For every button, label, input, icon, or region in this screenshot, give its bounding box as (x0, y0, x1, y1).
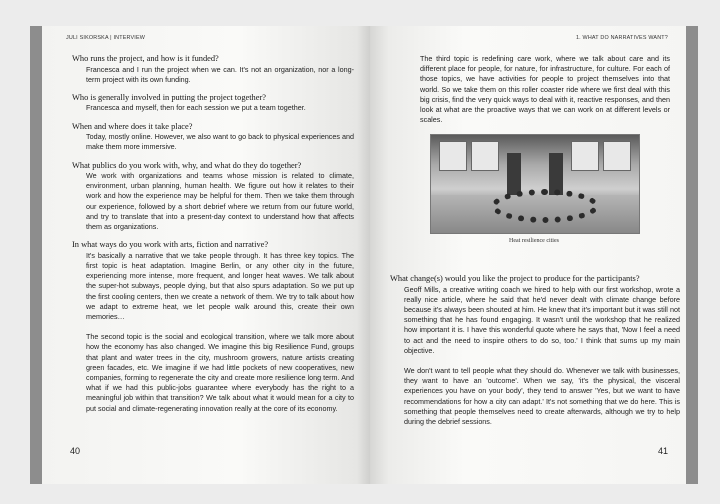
running-head-left: JULI SIKORSKA | INTERVIEW (66, 35, 146, 41)
right-page (370, 26, 686, 484)
answer-6-continued: We don't want to tell people what they should do. Whenever we talk with businesses, they want to have an 'outcome'. When we say, 'it's the physical, the visceral experiences you have on your body', they tend to answer 'Yes, but we want to have recommendations for how a city can adapt.' It's not something that we do here. This is something that people themselves need to create afterwards, although we try to help during the debrief sessions. (404, 365, 680, 426)
answer-1: Francesca and I run the project when we can. It's not an organization, nor a long-term project with its own funding. (86, 64, 354, 84)
question-5: In what ways do you work with arts, fiction and narrative? (72, 240, 269, 250)
workshop-photo (430, 134, 640, 234)
window-shape (439, 141, 467, 171)
answer-2: Francesca and myself, then for each session we put a team together. (86, 103, 306, 113)
photo-caption: Heat resilience cities (509, 238, 559, 245)
book-spread (30, 26, 698, 484)
right-column (420, 54, 670, 250)
running-head-right: 1. WHAT DO NARRATIVES WANT? (575, 35, 668, 41)
question-6: What change(s) would you like the project to produce for the participants? (390, 274, 640, 283)
right-question-block (390, 274, 680, 435)
answer-3: Today, mostly online. However, we also want to go back to physical experiences and make them more immersive. (86, 132, 354, 152)
answer-5: It's basically a narrative that we take people through. It has three key topics. The first topic is heat adaptation. Imagine Berlin, or any other city in the future, experiencing more intense, more frequent, and longer heat waves. We talk about the super-hot subways, people dying, but that also spurs adaptation. So we put up the first cooling centers, then we create a network of them. We try to talk about how we adapt to extreme heat, we let people walk around this, create their own memories… (86, 250, 354, 321)
answer-6: Geoff Mills, a creative writing coach we hired to help with our first workshop, wrote a really nice article, where he said that he'd never dealt with climate change before because it's always been shouted at him. He knew that it's important but it was still not something that he has found engaging. It wasn't until the workshop that he realized how important it is. I have this wonderful quote where he says that, 'Now I feel a need to act and the need to inspire others to do so, too.' I think that sums up my main objective. (404, 284, 680, 355)
page-number-right: 41 (657, 446, 668, 456)
left-column (72, 54, 354, 422)
answer-4: We work with organizations and teams whose mission is related to climate, environment, urban planning, human health. We figure out how it relates to their work and how the experience may be helpful for them. Then we take them through our experience, followed by a short debrief where we return from our future world, and try to translate that into a present-day context to understand how that affects them as organizations. (86, 171, 354, 232)
question-4: What publics do you work with, why, and what do they do together? (72, 160, 302, 170)
question-1: Who runs the project, and how is it funded? (72, 54, 219, 63)
intro-paragraph: The third topic is redefining care work, where we talk about care and its different place for people, for nature, for infrastructure, for culture. For each of those topics, we have activities for people to project themselves into that world. So we take them on this roller coaster ride where we first deal with this big crisis, find the very quick ways to deal with it, reactive responses, and then look at what are the proactive ways that we can work on at different levels or scales. (420, 54, 670, 125)
question-3: When and where does it take place? (72, 121, 193, 131)
answer-5-continued: The second topic is the social and ecological transition, where we talk more about how the economy has also changed. We imagine this big Resilience Fund, groups that plant and water trees in the city, mushroom growers, nature artists creating green facades, etc. We imagine if we had little pockets of new cooperatives, new companies, forming to regenerate the city and create more resilience long term. And what if we had this public-jobs guarantee where everybody has the right to a meaningful job within that transition? We talk about what it would mean for a city to put social and climate-regenerating innovation really at the core of its economy. (86, 332, 354, 413)
question-2: Who is generally involved in putting the project together? (72, 92, 266, 102)
window-shape (571, 141, 599, 171)
left-page (42, 26, 370, 484)
page-number-left: 40 (70, 446, 81, 456)
window-shape (603, 141, 631, 171)
window-shape (471, 141, 499, 171)
